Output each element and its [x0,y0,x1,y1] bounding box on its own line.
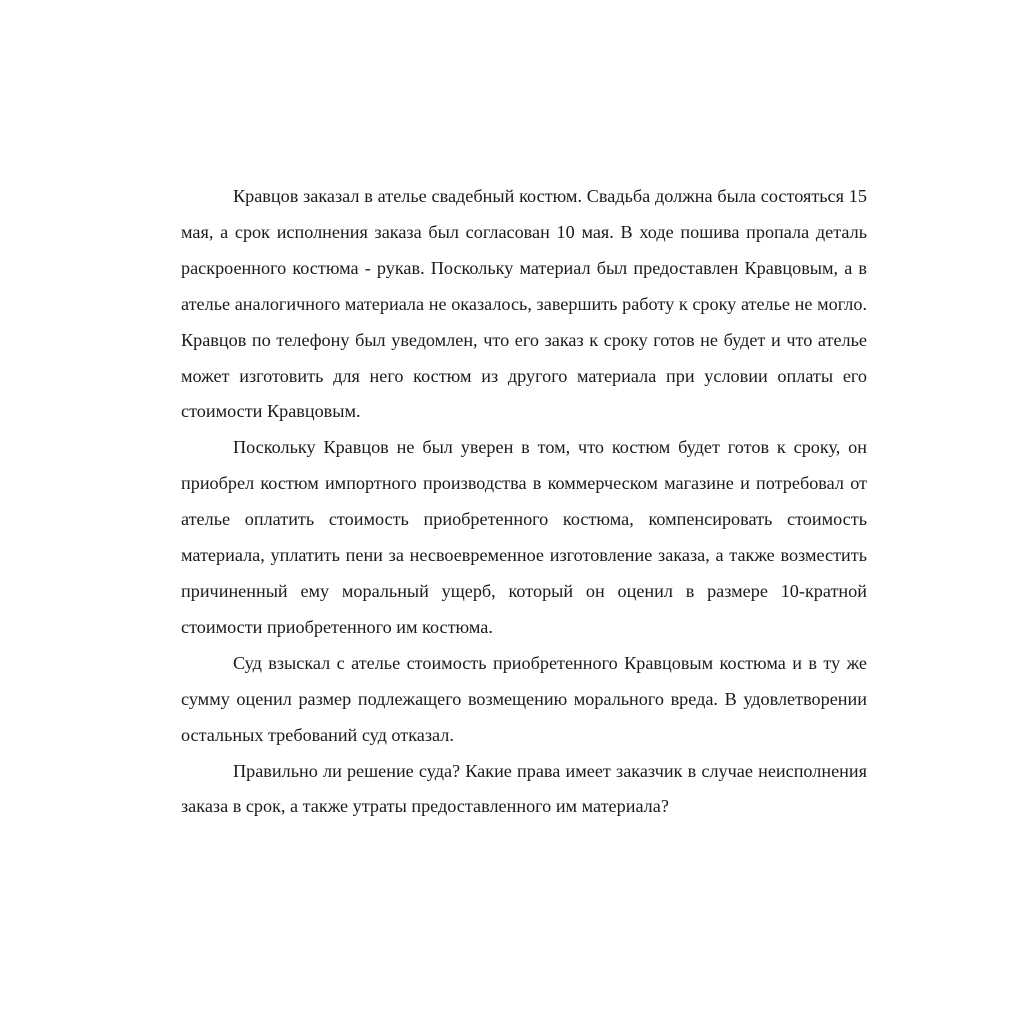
paragraph-1: Кравцов заказал в ателье свадебный костюм. Свадьба должна была состояться 15 мая, а срок исполнения заказа был согласован 10 мая. В ходе пошива пропала деталь раскроенного костюма - рукав. Поскольку материал был предоставлен Кравцовым, а в ателье аналогичного материала не оказалось, завершить работу к сроку ателье не могло. Кравцов по телефону был уведомлен, что его заказ к сроку готов не будет и что ателье может изготовить для него костюм из другого материала при условии оплаты его стоимости Кравцовым. [181,186,867,422]
paragraph-3: Суд взыскал с ателье стоимость приобретенного Кравцовым костюма и в ту же сумму оценил размер подлежащего возмещению морального вреда. В удовлетворении остальных требований суд отказал. [181,652,867,745]
paragraph-4: Правильно ли решение суда? Какие права имеет заказчик в случае неисполнения заказа в срок, а также утраты предоставленного им материала? [181,760,867,817]
document-body [181,179,867,825]
paragraph-2: Поскольку Кравцов не был уверен в том, что костюм будет готов к сроку, он приобрел костюм импортного производства в коммерческом магазине и потребовал от ателье оплатить стоимость приобретенного костюма, компенсировать стоимость материала, уплатить пени за несвоевременное изготовление заказа, а также возместить причиненный ему моральный ущерб, который он оценил в размере 10-кратной стоимости приобретенного им костюма. [181,437,867,637]
